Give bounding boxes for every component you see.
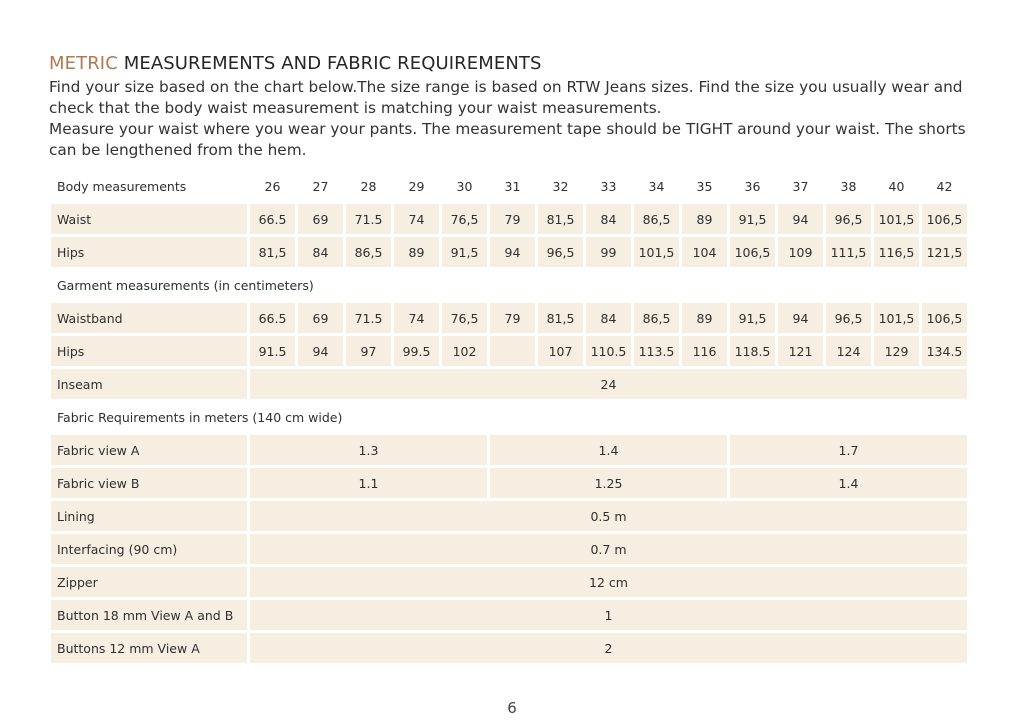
value-cell: 1.4 [490, 435, 727, 465]
table-row [51, 369, 967, 399]
value-cell: 84 [298, 237, 343, 267]
value-cell: 84 [586, 303, 631, 333]
row-label: Button 18 mm View A and B [51, 600, 247, 630]
value-cell: 89 [682, 303, 727, 333]
row-label: Hips [51, 237, 247, 267]
value-cell: 0.7 m [250, 534, 967, 564]
value-cell: 97 [346, 336, 391, 366]
value-cell: 96,5 [538, 237, 583, 267]
table-row [51, 204, 967, 234]
row-label: Inseam [51, 369, 247, 399]
size-cell: 29 [408, 178, 425, 194]
page-number: 6 [507, 699, 517, 717]
table-row [51, 534, 967, 564]
value-cell: 1.1 [250, 468, 487, 498]
value-cell: 124 [826, 336, 871, 366]
value-cell: 118.5 [730, 336, 775, 366]
table-row [51, 336, 967, 366]
value-cell: 1.7 [730, 435, 967, 465]
size-cell: 28 [360, 178, 377, 194]
value-cell: 104 [682, 237, 727, 267]
value-cell: 89 [682, 204, 727, 234]
value-cell: 106,5 [922, 303, 967, 333]
size-cell: 32 [552, 178, 569, 194]
value-cell: 116 [682, 336, 727, 366]
size-cell: 40 [888, 178, 905, 194]
value-cell: 101,5 [874, 303, 919, 333]
value-cell: 12 cm [250, 567, 967, 597]
value-cell: 24 [250, 369, 967, 399]
value-cell: 69 [298, 204, 343, 234]
value-cell: 0.5 m [250, 501, 967, 531]
intro-paragraph: Find your size based on the chart below.The size range is based on RTW Jeans sizes. Find the size you usually wear and check that the body waist measurement is matching your waist measurements. [49, 78, 963, 117]
value-cell: 69 [298, 303, 343, 333]
value-cell: 96,5 [826, 204, 871, 234]
page-title [49, 53, 542, 74]
table-row [51, 567, 967, 597]
row-label: Hips [51, 336, 247, 366]
value-cell: 101,5 [634, 237, 679, 267]
size-cell: 38 [840, 178, 857, 194]
table-row [51, 237, 967, 267]
table-row [51, 270, 967, 300]
table-row [51, 303, 967, 333]
value-cell: 94 [298, 336, 343, 366]
value-cell: 1 [250, 600, 967, 630]
value-cell: 121,5 [922, 237, 967, 267]
value-cell: 99.5 [394, 336, 439, 366]
value-cell: 111,5 [826, 237, 871, 267]
size-cell: 26 [264, 178, 281, 194]
value-cell: 74 [394, 303, 439, 333]
table-row [51, 171, 967, 201]
value-cell: 81,5 [538, 204, 583, 234]
value-cell: 91,5 [442, 237, 487, 267]
value-cell: 99 [586, 237, 631, 267]
value-cell: 96,5 [826, 303, 871, 333]
value-cell: 91,5 [730, 204, 775, 234]
table-row [51, 402, 967, 432]
row-label: Zipper [51, 567, 247, 597]
size-cell: 31 [504, 178, 521, 194]
size-cell: 27 [312, 178, 329, 194]
value-cell: 84 [586, 204, 631, 234]
row-label: Fabric view A [51, 435, 247, 465]
value-cell: 113.5 [634, 336, 679, 366]
value-cell: 101,5 [874, 204, 919, 234]
value-cell: 129 [874, 336, 919, 366]
value-cell: 1.25 [490, 468, 727, 498]
table-row [51, 501, 967, 531]
table-row [51, 633, 967, 663]
row-label: Fabric view B [51, 468, 247, 498]
size-cell: 35 [696, 178, 713, 194]
value-cell: 134.5 [922, 336, 967, 366]
value-cell: 106,5 [922, 204, 967, 234]
value-cell: 1.3 [250, 435, 487, 465]
section-header: Garment measurements (in centimeters) [57, 277, 314, 293]
value-cell: 121 [778, 336, 823, 366]
value-cell: 94 [490, 237, 535, 267]
value-cell: 109 [778, 237, 823, 267]
value-cell: 91.5 [250, 336, 295, 366]
table-row [51, 435, 967, 465]
value-cell: 76,5 [442, 204, 487, 234]
value-cell: 66.5 [250, 303, 295, 333]
value-cell: 81,5 [250, 237, 295, 267]
value-cell: 91,5 [730, 303, 775, 333]
size-cell: 36 [744, 178, 761, 194]
size-cell: 33 [600, 178, 617, 194]
section-header: Body measurements [57, 178, 187, 194]
value-cell: 89 [394, 237, 439, 267]
value-cell: 74 [394, 204, 439, 234]
row-label: Lining [51, 501, 247, 531]
value-cell: 94 [778, 303, 823, 333]
intro-paragraph: Measure your waist where you wear your pants. The measurement tape should be TIGHT around your waist. The shorts can be lengthened from the hem. [49, 120, 966, 159]
value-cell: 71.5 [346, 204, 391, 234]
intro-text [49, 77, 984, 161]
value-cell: 1.4 [730, 468, 967, 498]
table-row [51, 468, 967, 498]
value-cell [490, 336, 535, 366]
row-label: Buttons 12 mm View A [51, 633, 247, 663]
value-cell: 116,5 [874, 237, 919, 267]
value-cell: 110.5 [586, 336, 631, 366]
size-cell: 42 [936, 178, 953, 194]
value-cell: 76,5 [442, 303, 487, 333]
value-cell: 107 [538, 336, 583, 366]
value-cell: 106,5 [730, 237, 775, 267]
value-cell: 2 [250, 633, 967, 663]
value-cell: 86,5 [634, 204, 679, 234]
value-cell: 86,5 [346, 237, 391, 267]
value-cell: 102 [442, 336, 487, 366]
title-accent: METRIC [49, 53, 118, 74]
size-cell: 34 [648, 178, 665, 194]
size-cell: 37 [792, 178, 809, 194]
value-cell: 66.5 [250, 204, 295, 234]
value-cell: 79 [490, 303, 535, 333]
size-chart-table [48, 168, 970, 666]
row-label: Interfacing (90 cm) [51, 534, 247, 564]
section-header: Fabric Requirements in meters (140 cm wide) [57, 409, 343, 425]
value-cell: 81,5 [538, 303, 583, 333]
row-label: Waist [51, 204, 247, 234]
table-row [51, 600, 967, 630]
value-cell: 86,5 [634, 303, 679, 333]
title-rest: MEASUREMENTS AND FABRIC REQUIREMENTS [123, 53, 542, 74]
value-cell: 79 [490, 204, 535, 234]
value-cell: 94 [778, 204, 823, 234]
row-label: Waistband [51, 303, 247, 333]
value-cell: 71.5 [346, 303, 391, 333]
size-cell: 30 [456, 178, 473, 194]
